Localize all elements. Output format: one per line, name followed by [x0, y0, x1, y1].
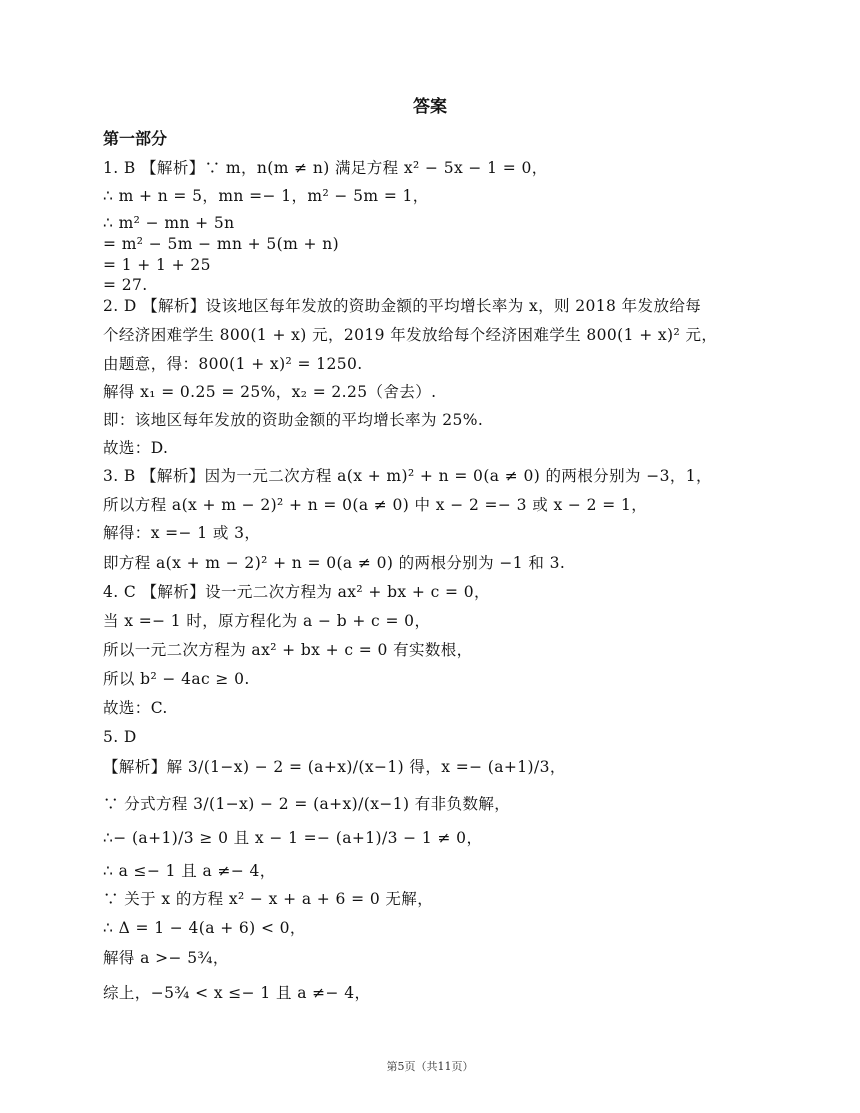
answer-line: ∵ 分式方程 3/(1−x) − 2 = (a+x)/(x−1) 有非负数解，	[103, 795, 511, 813]
answer-line: ∴ a ≤− 1 且 a ≠− 4，	[103, 862, 276, 880]
answer-line: ∴ m + n = 5，mn =− 1，m² − 5m = 1，	[103, 187, 429, 205]
answer-line: 解得：x =− 1 或 3，	[103, 524, 261, 542]
answer-line: 4. C 【解析】设一元二次方程为 ax² + bx + c = 0，	[103, 583, 490, 601]
answer-line: 所以一元二次方程为 ax² + bx + c = 0 有实数根，	[103, 641, 473, 659]
answer-line: 当 x =− 1 时，原方程化为 a − b + c = 0，	[103, 612, 431, 630]
answer-line: = m² − 5m − mn + 5(m + n)	[103, 235, 340, 253]
page-footer: 第5页（共11页）	[386, 1060, 474, 1073]
answer-line: 故选：D.	[103, 439, 169, 457]
page-title: 答案	[413, 97, 447, 117]
answer-line: 解得 x₁ = 0.25 = 25%，x₂ = 2.25（舍去）.	[103, 383, 437, 401]
answer-line: 1. B 【解析】∵ m，n(m ≠ n) 满足方程 x² − 5x − 1 = 0，	[103, 159, 548, 177]
answer-line: 个经济困难学生 800(1 + x) 元，2019 年发放给每个经济困难学生 800(1 + x)² 元，	[103, 326, 718, 344]
answer-line: 故选：C.	[103, 699, 168, 717]
answer-line: 即方程 a(x + m − 2)² + n = 0(a ≠ 0) 的两根分别为 −1 和 3.	[103, 554, 566, 572]
answer-line: ∵ 关于 x 的方程 x² − x + a + 6 = 0 无解，	[103, 890, 434, 908]
answer-line: ∴− (a+1)/3 ≥ 0 且 x − 1 =− (a+1)/3 − 1 ≠ 0，	[103, 829, 483, 847]
answer-line: = 1 + 1 + 25	[103, 256, 211, 274]
answer-line: = 27.	[103, 276, 148, 294]
answer-line: 即：该地区每年发放的资助金额的平均增长率为 25%.	[103, 411, 484, 429]
answer-line: 所以方程 a(x + m − 2)² + n = 0(a ≠ 0) 中 x − 2 =− 3 或 x − 2 = 1，	[103, 496, 648, 514]
answer-line: ∴ Δ = 1 − 4(a + 6) < 0，	[103, 919, 306, 937]
answer-line: 解得 a >− 5¾，	[103, 949, 229, 967]
answer-line: 5. D	[103, 728, 137, 746]
answer-line: 所以 b² − 4ac ≥ 0.	[103, 670, 250, 688]
section-heading: 第一部分	[103, 129, 168, 148]
answer-line: ∴ m² − mn + 5n	[103, 214, 235, 232]
answer-line: 由题意，得：800(1 + x)² = 1250.	[103, 355, 363, 373]
answer-line: 3. B 【解析】因为一元二次方程 a(x + m)² + n = 0(a ≠ 0) 的两根分别为 −3，1，	[103, 467, 712, 485]
answer-line: 2. D 【解析】设该地区每年发放的资助金额的平均增长率为 x，则 2018 年发放给每	[103, 297, 702, 315]
answer-line: 综上，−5¾ < x ≤− 1 且 a ≠− 4，	[103, 984, 371, 1002]
answer-line: 【解析】解 3/(1−x) − 2 = (a+x)/(x−1) 得，x =− (a+1)/3，	[103, 758, 566, 776]
